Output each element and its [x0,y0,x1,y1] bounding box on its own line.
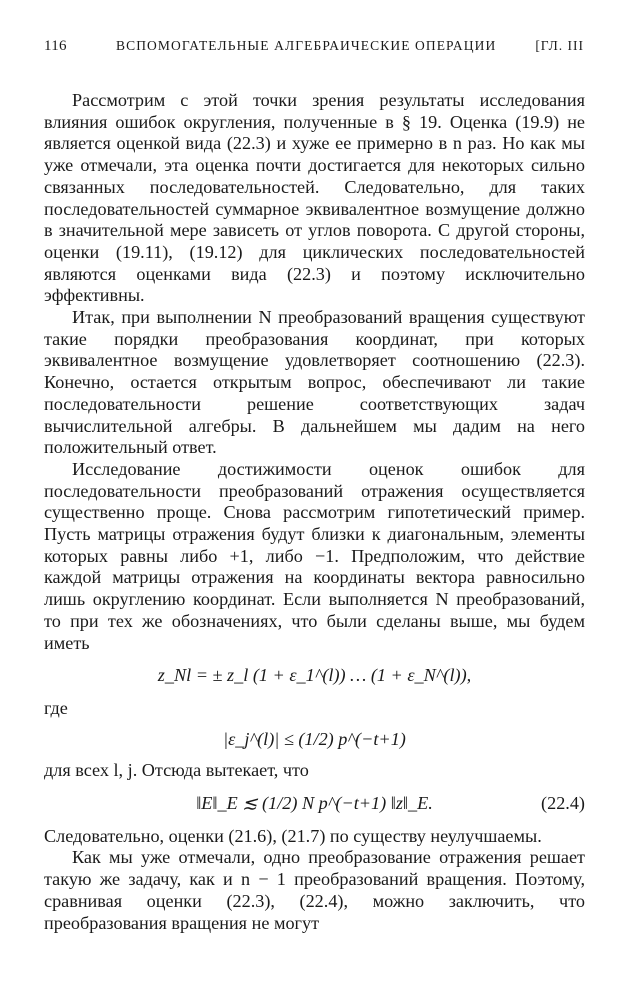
formula-epsilon-bound [44,720,585,760]
page-number: 116 [44,38,67,54]
paragraph-rounding-errors: Рассмотрим с этой точки зрения результаты исследования влияния ошибок округления, полученные в § 19. Оценка (19.9) не является оценкой вида (22.3) и хуже ее примерно в n раз. Но как мы уже отмечали, эта оценка почти достигается для некоторых сильно связанных последовательностей. Следовательно, для таких последовательностей суммарное эквивалентное возмущение должно в значительной мере зависеть от углов поворота. С другой стороны, оценки (19.11), (19.12) для циклических последовательностей являются оценками вида (22.3) и поэтому исключительно эффективны. [44,90,585,306]
paragraph-reflections: Исследование достижимости оценок ошибок для последовательности преобразований отражения осуществляется существенно проще. Снова рассмотрим гипотетический пример. Пусть матрицы отражения будут близки к диагональным, элементы которых равны либо +1, либо −1. Предположим, что действие каждой матрицы отражения на координаты вектора равносильно лишь округлению координат. Если выполняется N преобразований, то при тех же обозначениях, что были сделаны выше, мы будем иметь [44,458,585,653]
formula-text: |ε_j^(l)| ≤ (1/2) p^(−t+1) [223,729,406,750]
where-label: где [44,698,68,719]
equation-number: (22.4) [541,792,585,813]
formula-22-4 [44,782,585,826]
formula-product [44,654,585,698]
paragraph-comparison: Как мы уже отмечали, одно преобразование отражения решает такую же задачу, как и n − 1 преобразований вращения. Поэтому, сравнивая оценки (22.3), (22.4), можно заключить, что преобразования вращения не могут [44,847,585,933]
paragraph-rotations: Итак, при выполнении N преобразований вращения существуют такие порядки преобразования координат, при которых эквивалентное возмущение удовлетворяет соотношению (22.3). Конечно, остается открытым вопрос, обеспечивают ли такие последовательности решение соответствующих задач вычислительной алгебры. В дальнейшем мы дадим на него положительный ответ. [44,307,585,458]
paragraph-conclusion: Следовательно, оценки (21.6), (21.7) по существу неулучшаемы. [44,825,542,846]
formula-text: z_Nl = ± z_l (1 + ε_1^(l)) … (1 + ε_N^(l)), [157,665,472,686]
chapter-marker: [ГЛ. III [535,38,584,53]
page-body [44,90,585,934]
running-title: ВСПОМОГАТЕЛЬНЫЕ АЛГЕБРАИЧЕСКИЕ ОПЕРАЦИИ [116,38,497,53]
formula-text: ‖E‖_E ≲ (1/2) N p^(−t+1) ‖z‖_E. [196,792,433,813]
for-all-line: для всех l, j. Отсюда вытекает, что [44,759,309,780]
